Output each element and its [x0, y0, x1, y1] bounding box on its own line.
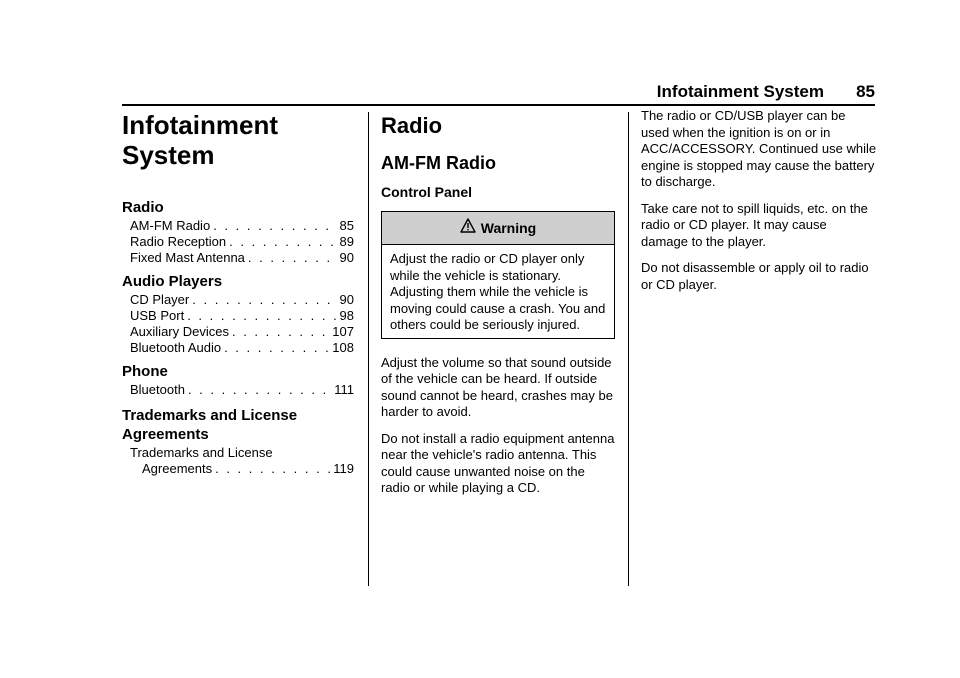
dot-leader: [224, 340, 329, 356]
toc-entry-line[interactable]: Trademarks and License: [130, 445, 273, 460]
toc-heading: Radio: [122, 199, 164, 216]
dot-leader: [248, 250, 337, 266]
warning-text: Adjust the radio or CD player only while the vehicle is stationary. Adjusting them while the vehicle is moving could cause a crash. You and others could be seriously injured.: [390, 251, 606, 332]
content-column-3: [641, 108, 877, 303]
paragraph: Adjust the volume so that sound outside of the vehicle can be heard. If outside sound cannot be heard, crashes may be harder to avoid.: [381, 354, 613, 419]
toc-heading: Audio Players: [122, 273, 223, 290]
chapter-title: Infotainment System: [122, 110, 278, 170]
toc-entry[interactable]: Fixed Mast Antenna . . . 90: [122, 250, 354, 266]
toc-entry[interactable]: USB Port . . . 98: [122, 308, 354, 324]
toc-entry[interactable]: CD Player . . . 90: [122, 292, 354, 308]
toc-section-radio: [122, 198, 354, 266]
toc-heading: Phone: [122, 363, 168, 380]
toc-entry[interactable]: Bluetooth Audio . . . 108: [122, 340, 354, 356]
section-title: Radio: [381, 113, 443, 138]
column-divider: [368, 112, 369, 586]
column-divider: [628, 112, 629, 586]
dot-leader: [213, 218, 336, 234]
toc-entry[interactable]: Agreements . . . 119: [122, 461, 354, 477]
toc-entry[interactable]: AM-FM Radio . . . 85: [122, 218, 354, 234]
toc-entry[interactable]: Bluetooth . . . 111: [122, 382, 354, 398]
toc-section-audio-players: [122, 272, 354, 356]
subsubsection-title: Control Panel: [381, 184, 473, 200]
paragraph: The radio or CD/USB player can be used when the ignition is on or in ACC/ACCESSORY. Continued use while engine is stopped may cause the battery to discharge.: [641, 108, 877, 189]
warning-triangle-icon: [460, 218, 476, 238]
dot-leader: [188, 382, 331, 398]
chapter-toc: [122, 108, 354, 477]
warning-box: [381, 211, 615, 339]
warning-triangle-icon: [460, 218, 476, 233]
subsection-title: AM-FM Radio: [381, 153, 496, 173]
dot-leader: [232, 324, 329, 340]
dot-leader: [187, 308, 336, 324]
header-rule: [122, 104, 875, 106]
page-number: 85: [856, 82, 875, 101]
toc-entry[interactable]: Radio Reception . . . 89: [122, 234, 354, 250]
paragraph: Do not install a radio equipment antenna near the vehicle's radio antenna. This could cause unwanted noise on the radio or while playing a CD.: [381, 430, 615, 495]
toc-entry[interactable]: Auxiliary Devices . . . 107: [122, 324, 354, 340]
toc-section-trademarks: [122, 406, 354, 477]
dot-leader: [192, 292, 336, 308]
content-column-2: [381, 108, 615, 507]
paragraph: Take care not to spill liquids, etc. on the radio or CD player. It may cause damage to the player.: [641, 200, 868, 249]
warning-title: Warning: [480, 220, 537, 236]
toc-section-phone: [122, 362, 354, 398]
warning-header: [382, 212, 614, 245]
dot-leader: [215, 461, 330, 477]
dot-leader: [229, 234, 336, 250]
running-header-title: Infotainment System: [656, 82, 824, 101]
toc-heading: Trademarks and License Agreements: [122, 407, 298, 443]
paragraph: Do not disassemble or apply oil to radio or CD player.: [641, 260, 869, 292]
